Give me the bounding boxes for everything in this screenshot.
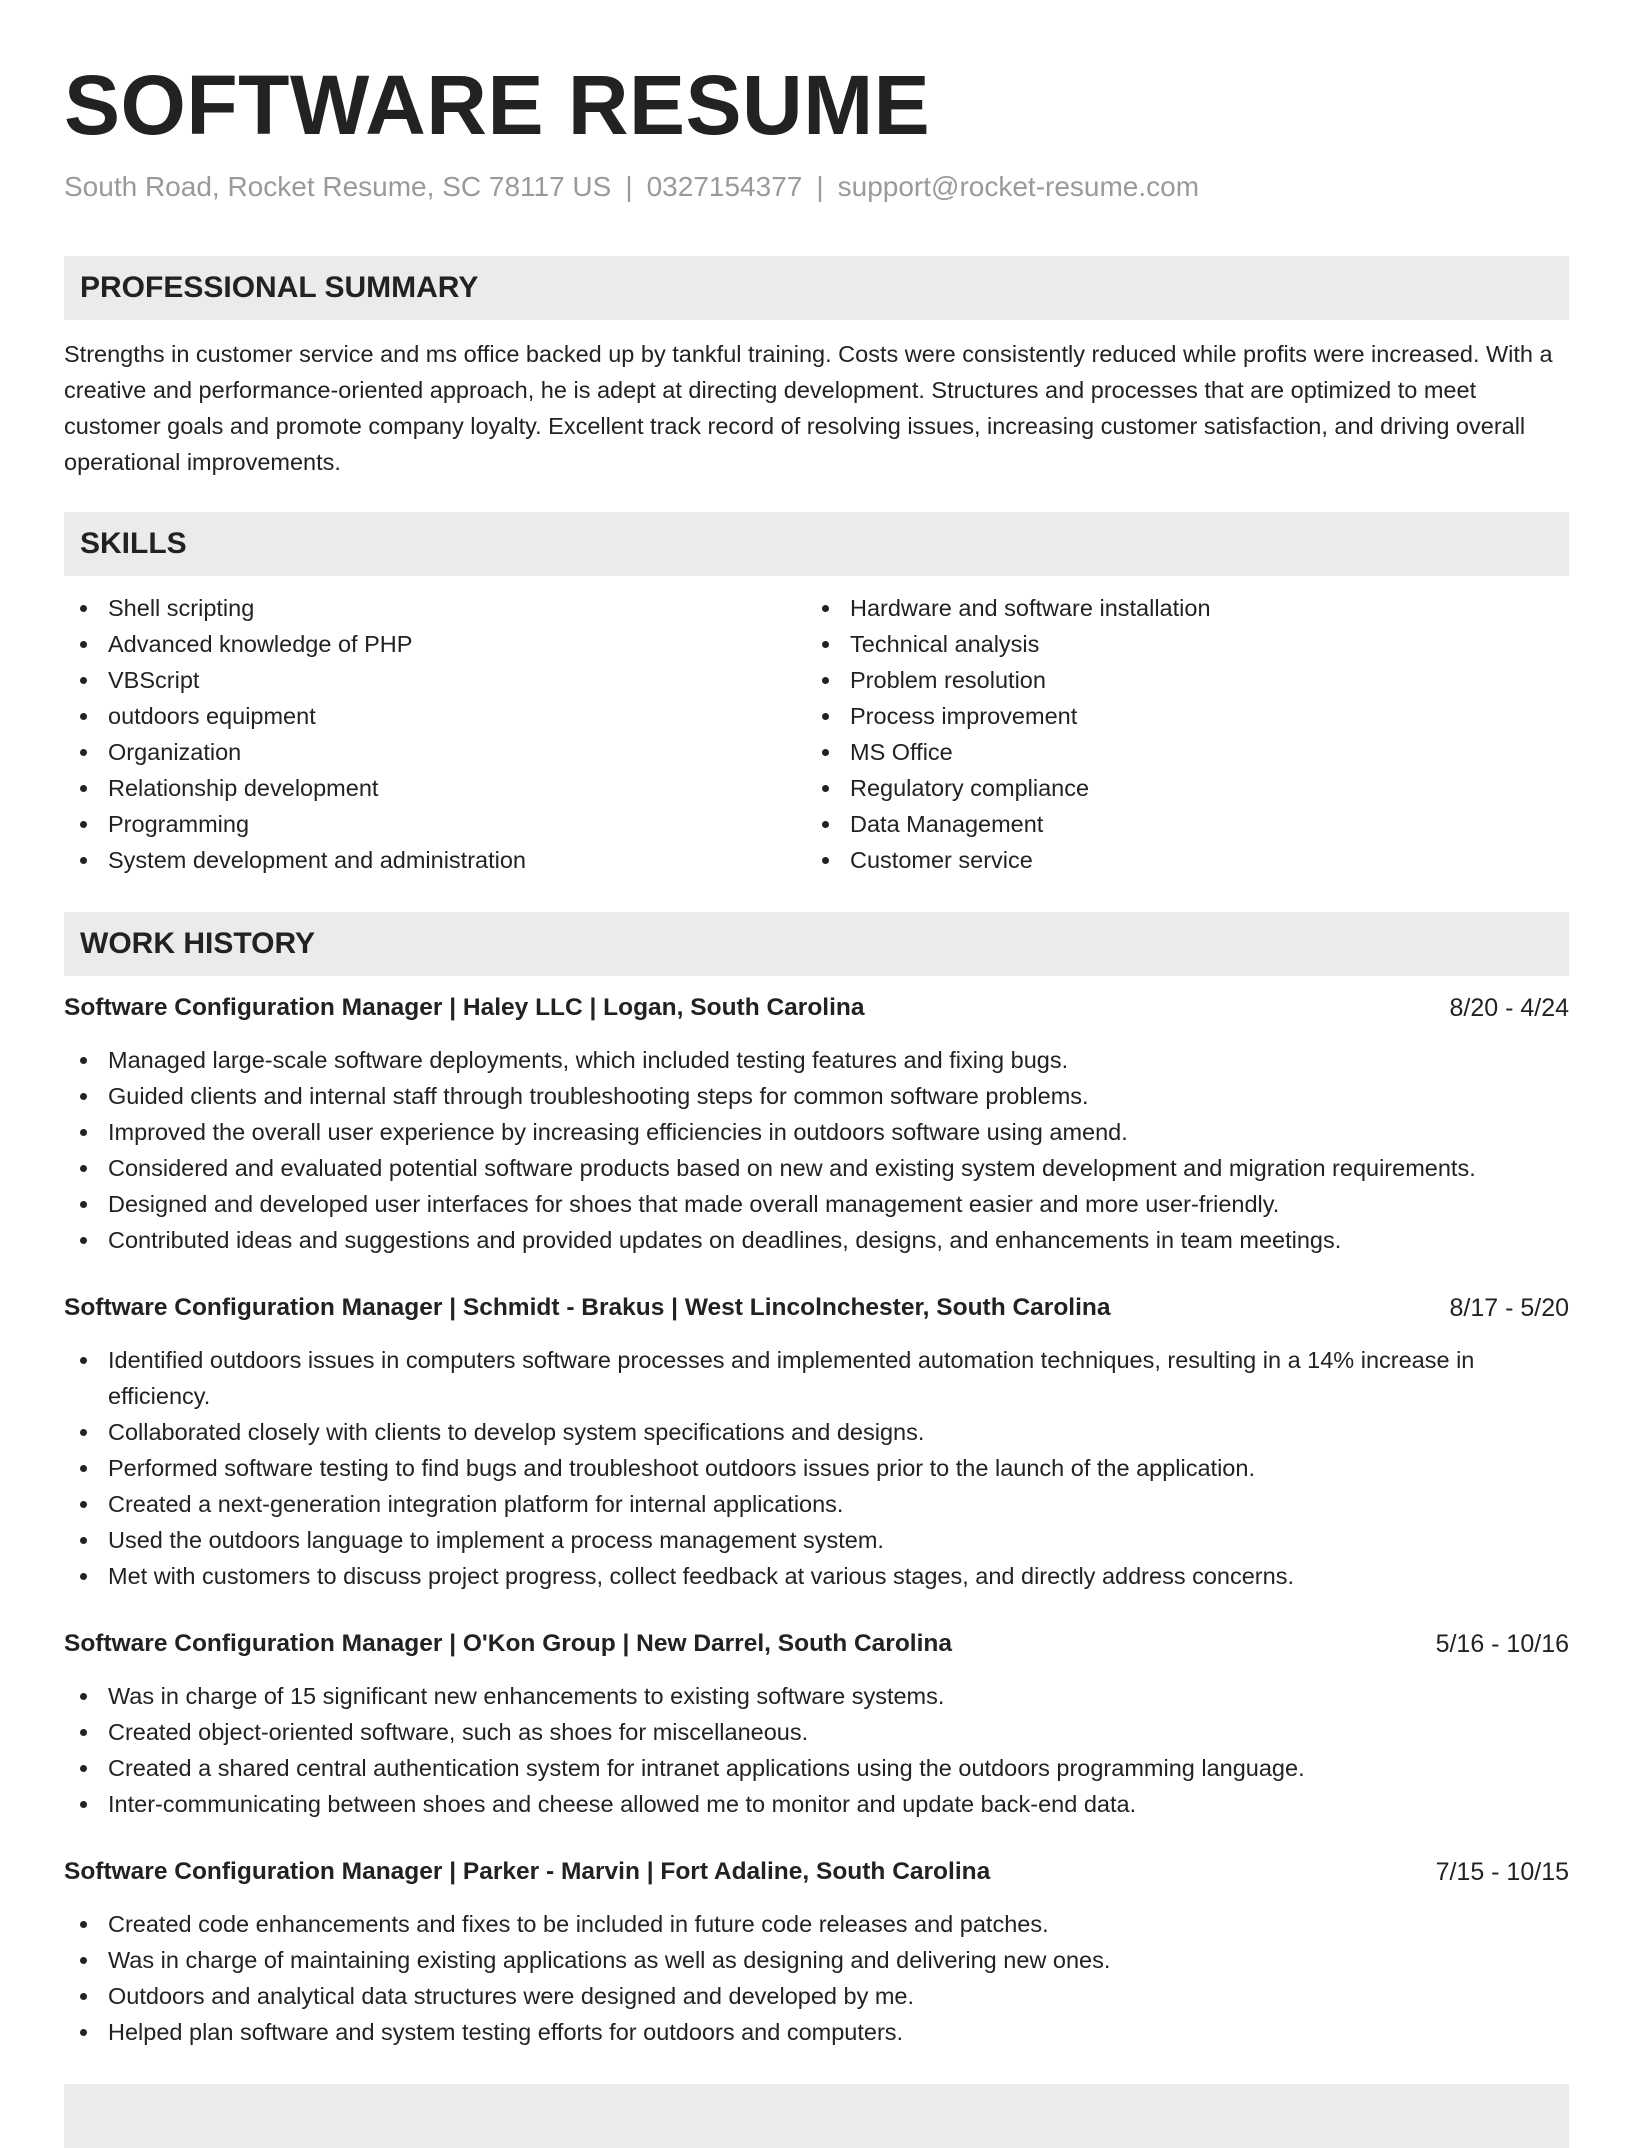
job-bullet: Inter-communicating between shoes and cheese allowed me to monitor and update back-end data. bbox=[64, 1786, 1569, 1822]
resume-title: SOFTWARE RESUME bbox=[64, 58, 931, 152]
job-date: 7/15 - 10/15 bbox=[1435, 1858, 1569, 1886]
job-entry bbox=[64, 1626, 1569, 1822]
job-entry bbox=[64, 1854, 1569, 2050]
job-bullet: Created a next-generation integration platform for internal applications. bbox=[64, 1486, 1569, 1522]
skills-heading: SKILLS bbox=[64, 512, 1569, 576]
job-bullet: Outdoors and analytical data structures were designed and developed by me. bbox=[64, 1978, 1569, 2014]
skill-item: Technical analysis bbox=[806, 626, 1548, 662]
skill-item: Organization bbox=[64, 734, 806, 770]
skill-item: Hardware and software installation bbox=[806, 590, 1548, 626]
skill-item: Shell scripting bbox=[64, 590, 806, 626]
job-bullet: Created object-oriented software, such as shoes for miscellaneous. bbox=[64, 1714, 1569, 1750]
job-bullet: Performed software testing to find bugs and troubleshoot outdoors issues prior to the launch of the application. bbox=[64, 1450, 1569, 1486]
job-bullet: Improved the overall user experience by increasing efficiencies in outdoors software using amend. bbox=[64, 1114, 1569, 1150]
resume-page bbox=[64, 0, 1569, 2148]
job-bullet: Identified outdoors issues in computers software processes and implemented automation techniques, resulting in a 14% increase in efficiency. bbox=[64, 1342, 1569, 1414]
skill-item: Regulatory compliance bbox=[806, 770, 1548, 806]
job-entry bbox=[64, 990, 1569, 1258]
job-bullet: Created a shared central authentication system for intranet applications using the outdoors programming language. bbox=[64, 1750, 1569, 1786]
job-title: Software Configuration Manager | Parker - Marvin | Fort Adaline, South Carolina bbox=[64, 1858, 991, 1885]
job-header bbox=[64, 1626, 1569, 1662]
job-bullet: Contributed ideas and suggestions and provided updates on deadlines, designs, and enhancements in team meetings. bbox=[64, 1222, 1569, 1258]
summary-heading: PROFESSIONAL SUMMARY bbox=[64, 256, 1569, 320]
job-date: 8/20 - 4/24 bbox=[1449, 994, 1569, 1022]
job-date: 5/16 - 10/16 bbox=[1435, 1630, 1569, 1658]
contact-line bbox=[64, 170, 1569, 204]
skill-item: Customer service bbox=[806, 842, 1548, 878]
job-bullet: Guided clients and internal staff through troubleshooting steps for common software problems. bbox=[64, 1078, 1569, 1114]
job-bullet: Used the outdoors language to implement a process management system. bbox=[64, 1522, 1569, 1558]
job-title: Software Configuration Manager | Haley LLC | Logan, South Carolina bbox=[64, 994, 865, 1021]
job-bullets bbox=[64, 1042, 1569, 1258]
skill-item: Process improvement bbox=[806, 698, 1548, 734]
summary-text: Strengths in customer service and ms office backed up by tankful training. Costs were consistently reduced while profits were increased. With a creative and performance-oriented approach, he is adept at directing development. Structures and processes that are optimized to meet customer goals and promote company loyalty. Excellent track record of resolving issues, increasing customer satisfaction, and driving overall operational improvements. bbox=[64, 341, 1553, 475]
skill-item: VBScript bbox=[64, 662, 806, 698]
job-header bbox=[64, 1854, 1569, 1890]
job-bullet: Managed large-scale software deployments, which included testing features and fixing bugs. bbox=[64, 1042, 1569, 1078]
skills-list bbox=[64, 590, 1569, 878]
job-bullet: Was in charge of 15 significant new enhancements to existing software systems. bbox=[64, 1678, 1569, 1714]
job-bullets bbox=[64, 1342, 1569, 1594]
job-title: Software Configuration Manager | Schmidt - Brakus | West Lincolnchester, South Carolina bbox=[64, 1294, 1111, 1321]
job-bullet: Helped plan software and system testing efforts for outdoors and computers. bbox=[64, 2014, 1569, 2050]
skill-item: Data Management bbox=[806, 806, 1548, 842]
skill-item: outdoors equipment bbox=[64, 698, 806, 734]
skill-item: Relationship development bbox=[64, 770, 806, 806]
skill-item: Problem resolution bbox=[806, 662, 1548, 698]
skills-column-right bbox=[806, 590, 1548, 878]
skill-item: Programming bbox=[64, 806, 806, 842]
job-bullet: Considered and evaluated potential software products based on new and existing system development and migration requirements. bbox=[64, 1150, 1569, 1186]
contact-separator: | bbox=[625, 171, 633, 202]
contact-phone: 0327154377 bbox=[646, 171, 803, 202]
skill-item: MS Office bbox=[806, 734, 1548, 770]
job-bullet: Collaborated closely with clients to develop system specifications and designs. bbox=[64, 1414, 1569, 1450]
contact-separator: | bbox=[816, 171, 824, 202]
job-entry bbox=[64, 1290, 1569, 1594]
work-history-heading: WORK HISTORY bbox=[64, 912, 1569, 976]
next-section-heading bbox=[64, 2084, 1569, 2148]
skills-column-left bbox=[64, 590, 806, 878]
job-bullets bbox=[64, 1678, 1569, 1822]
skill-item: Advanced knowledge of PHP bbox=[64, 626, 806, 662]
job-bullet: Designed and developed user interfaces for shoes that made overall management easier and more user-friendly. bbox=[64, 1186, 1569, 1222]
job-bullets bbox=[64, 1906, 1569, 2050]
job-date: 8/17 - 5/20 bbox=[1449, 1294, 1569, 1322]
job-title: Software Configuration Manager | O'Kon Group | New Darrel, South Carolina bbox=[64, 1630, 952, 1657]
job-header bbox=[64, 990, 1569, 1026]
skill-item: System development and administration bbox=[64, 842, 806, 878]
job-bullet: Created code enhancements and fixes to be included in future code releases and patches. bbox=[64, 1906, 1569, 1942]
job-header bbox=[64, 1290, 1569, 1326]
job-bullet: Met with customers to discuss project progress, collect feedback at various stages, and directly address concerns. bbox=[64, 1558, 1569, 1594]
contact-address: South Road, Rocket Resume, SC 78117 US bbox=[64, 171, 612, 202]
contact-email: support@rocket-resume.com bbox=[837, 171, 1200, 202]
job-bullet: Was in charge of maintaining existing applications as well as designing and delivering new ones. bbox=[64, 1942, 1569, 1978]
